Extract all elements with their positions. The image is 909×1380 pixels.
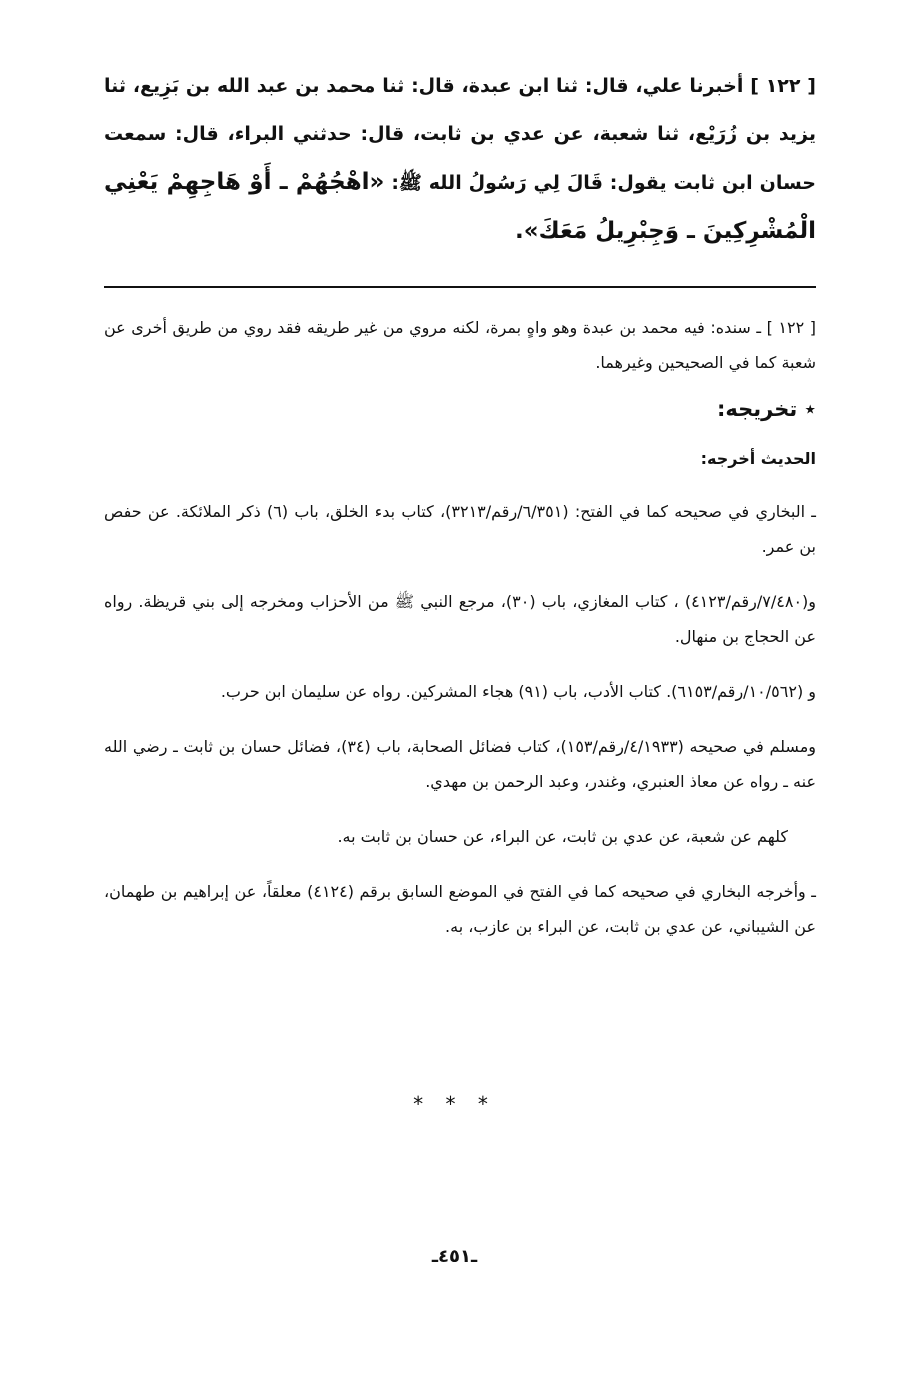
takhrij-bukhari-muallaq: ـ وأخرجه البخاري في صحيحه كما في الفتح في الموضع السابق برقم (٤١٢٤) معلقاً، عن إبراهيم بن طهمان، عن الشيباني، عن عدي بن ثابت، عن البراء بن عازب، به. bbox=[104, 882, 816, 936]
isnad-note: [ ١٢٢ ] ـ سنده: فيه محمد بن عبدة وهو واهٍ بمرة، لكنه مروي من غير طريقه فقد روي من طريق أخرى عن شعبة كما في الصحيحين وغيرهما. bbox=[104, 318, 817, 372]
hadith-chain: [ ١٢٢ ] أخبرنا علي، قال: ثنا ابن عبدة، قال: ثنا محمد بن عبد الله بن بَزِيع، ثنا يزيد بن زُرَيْع، ثنا شعبة، عن عدي بن ثابت، قال: حدثني البراء، قال: سمعت حسان ابن ثابت يقول: قَالَ لِي رَسُولُ الله ﷺ: bbox=[104, 75, 816, 194]
takhrij-muslim: ومسلم في صحيحه (٤/١٩٣٣/رقم/١٥٣)، كتاب فضائل الصحابة، باب (٣٤)، فضائل حسان بن ثابت ـ رضي الله عنه ـ رواه عن معاذ العنبري، وغندر، وعبد الرحمن بن مهدي. bbox=[104, 737, 816, 791]
page-number: ـ٤٥١ـ bbox=[431, 1246, 478, 1267]
takhrij-bukhari-2: و(٧/٤٨٠/رقم/٤١٢٣) ، كتاب المغازي، باب (٣٠)، مرجع النبي ﷺ من الأحزاب ومخرجه إلى بني قريظة. رواه عن الحجاج بن منهال. bbox=[104, 592, 816, 646]
hadith-text bbox=[104, 62, 816, 256]
footnote-divider bbox=[104, 286, 816, 288]
takhrij-bukhari-3: و (١٠/٥٦٢/رقم/٦١٥٣). كتاب الأدب، باب (٩١) هجاء المشركين. رواه عن سليمان ابن حرب. bbox=[220, 682, 816, 701]
hadith-matn: «اهْجُهُمْ ـ أَوْ هَاجِهِمْ يَعْنِي الْمُشْرِكِينَ ـ وَجِبْرِيلُ مَعَكَ». bbox=[104, 169, 816, 244]
page-content bbox=[104, 62, 816, 964]
footnotes bbox=[104, 310, 816, 944]
takhrij-intro: الحديث أخرجه: bbox=[700, 449, 816, 468]
takhrij-heading: ٭ تخريجه: bbox=[717, 397, 816, 421]
section-separator: * * * bbox=[413, 1092, 496, 1116]
takhrij-bukhari-1: ـ البخاري في صحيحه كما في الفتح: (٦/٣٥١/رقم/٣٢١٣)، كتاب بدء الخلق، باب (٦) ذكر الملائكة. عن حفص بن عمر. bbox=[104, 502, 816, 556]
takhrij-summary: كلهم عن شعبة، عن عدي بن ثابت، عن البراء، عن حسان بن ثابت به. bbox=[337, 827, 788, 846]
